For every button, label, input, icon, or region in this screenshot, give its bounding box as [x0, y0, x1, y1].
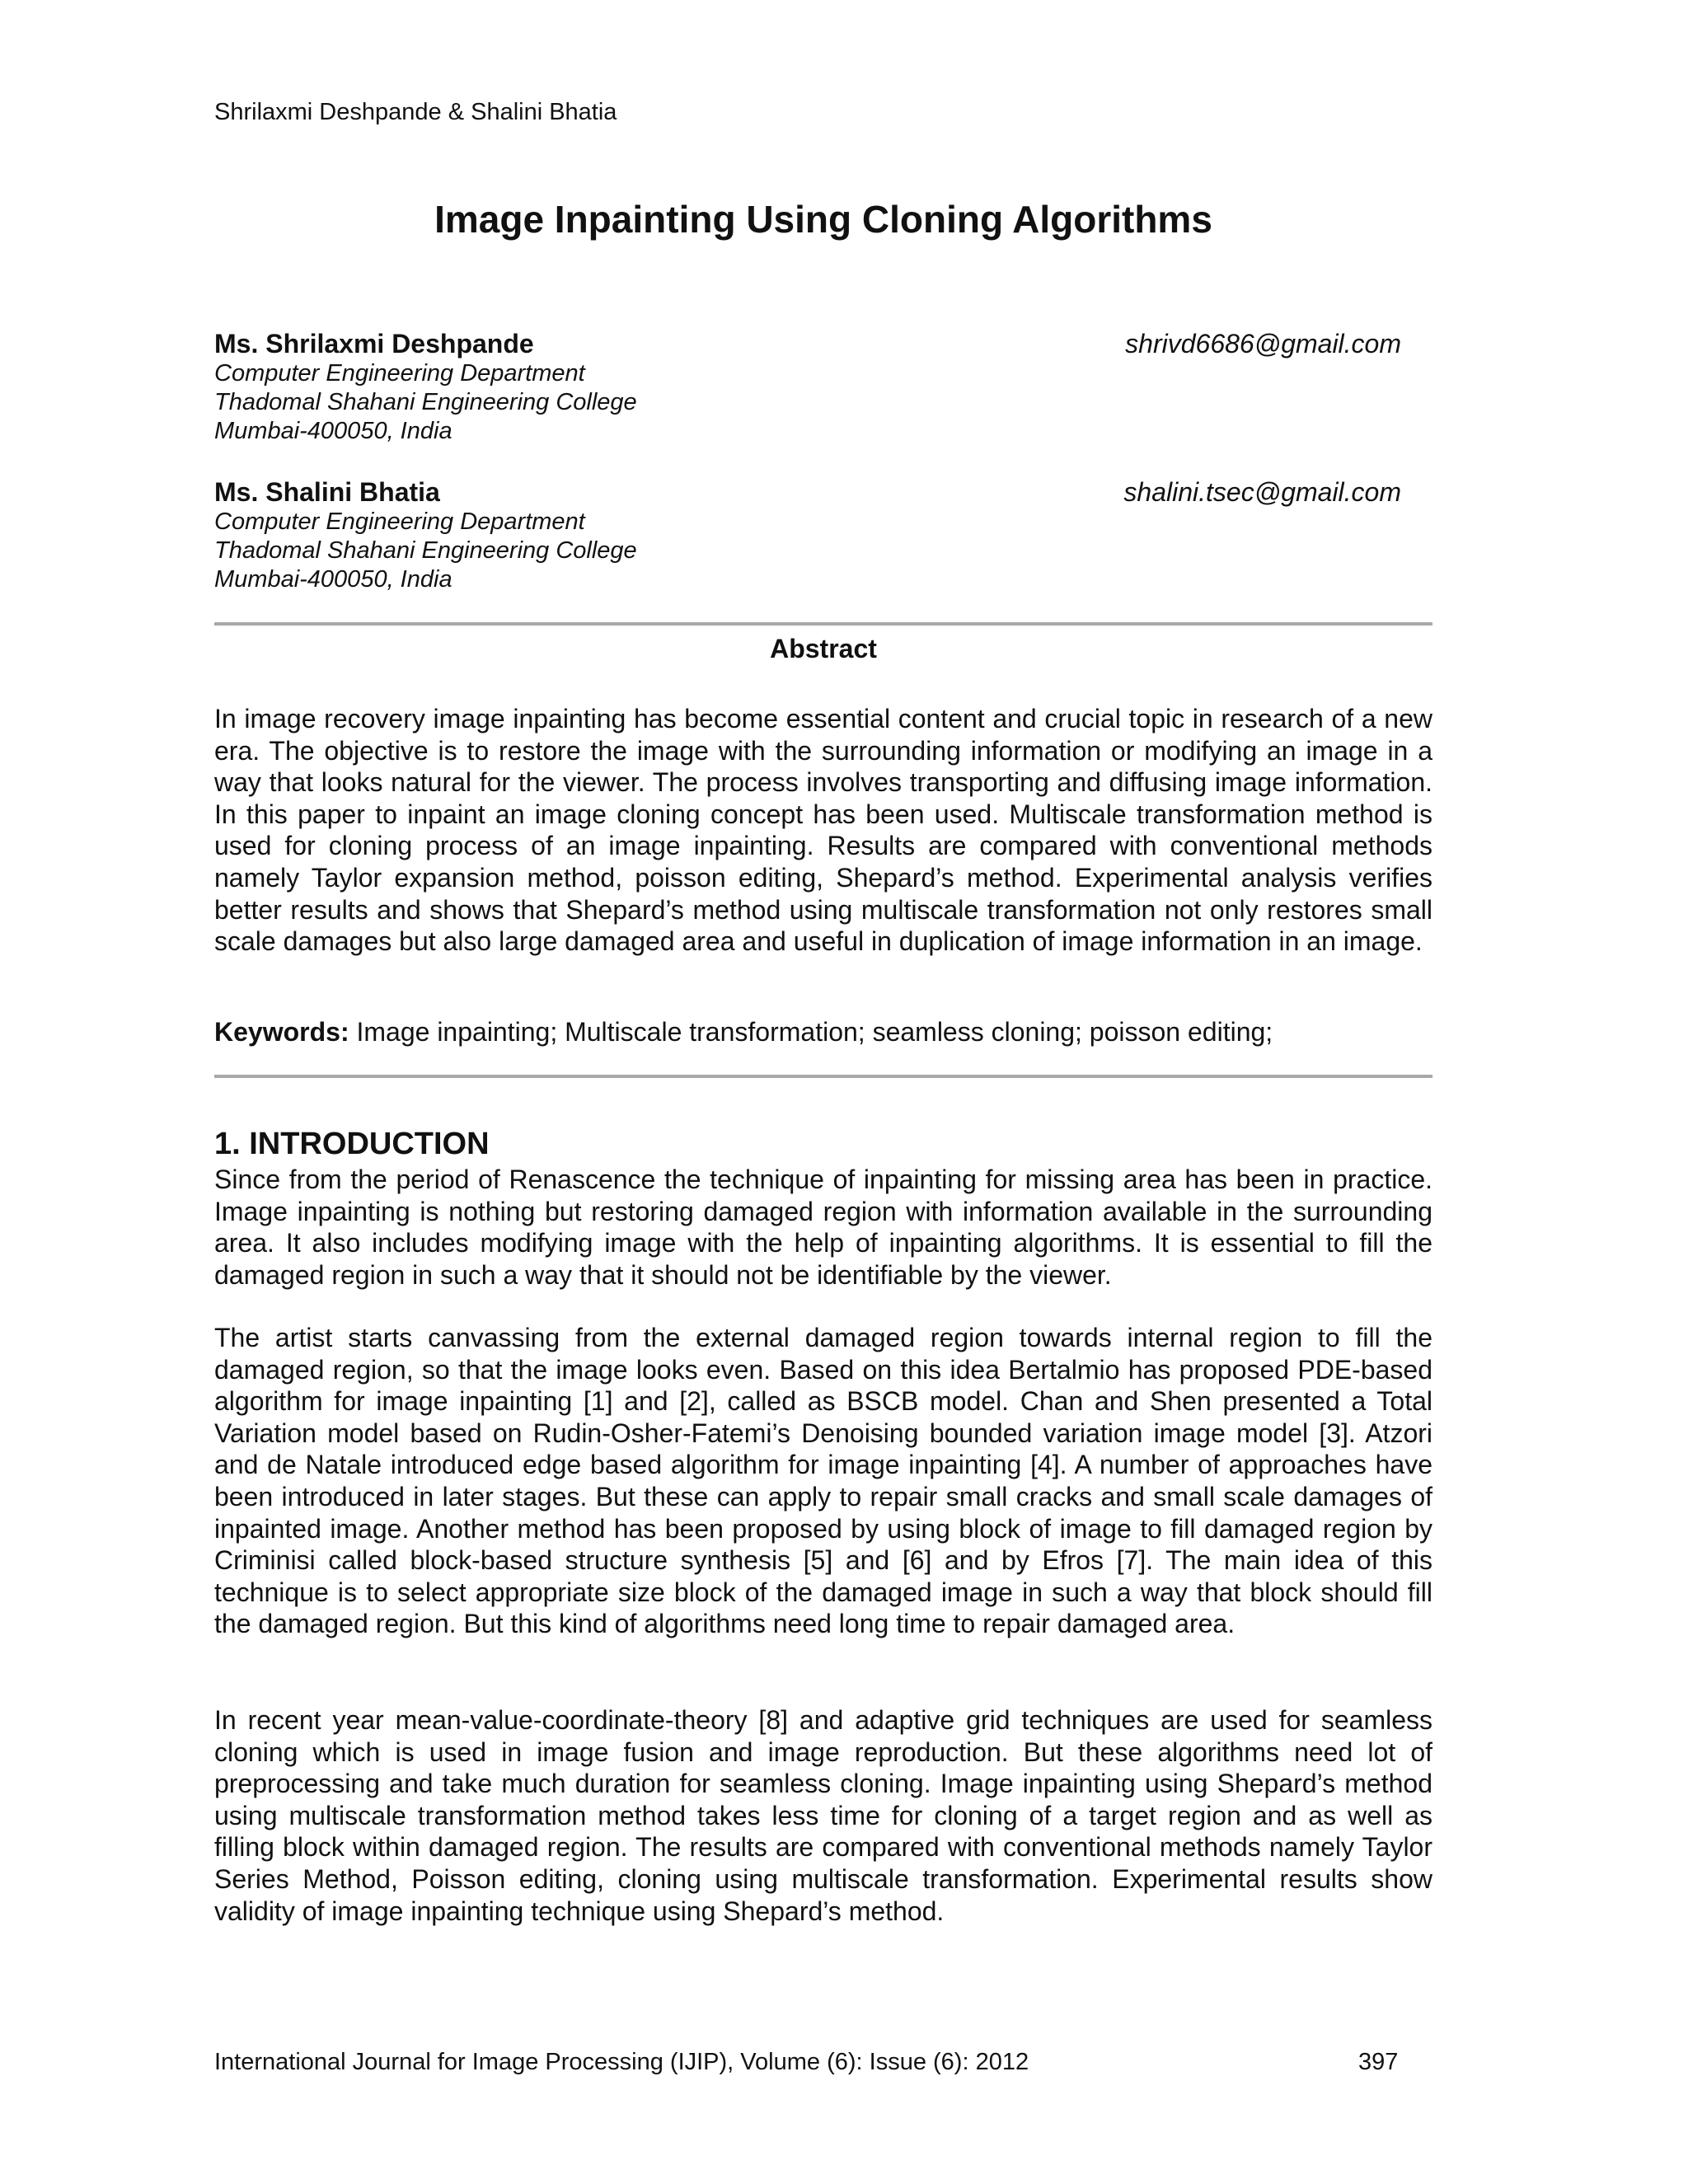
intro-paragraph-1: Since from the period of Renascence the technique of inpainting for missing area has been in practice. Image inpainting is nothing but restoring damaged region with information available in the surrounding area. It also includes modifying image with the help of inpainting algorithms. It is essential to fill the damaged region in such a way that it should not be identifiable by the viewer.	[214, 1165, 1432, 1290]
abstract-top-divider	[214, 622, 1432, 626]
author-block-2	[214, 476, 1401, 594]
intro-paragraph-3: In recent year mean-value-coordinate-theory [8] and adaptive grid techniques are used for seamless cloning which is used in image fusion and image reproduction. But these algorithms need lot of preprocessing and take much duration for seamless cloning. Image inpainting using Shepard’s method using multiscale transformation method takes less time for cloning of a target region and as well as filling block within damaged region. The results are compared with conventional methods namely Taylor Series Method, Poisson editing, cloning using multiscale transformation. Experimental results show validity of image inpainting technique using Shepard’s method.	[214, 1705, 1432, 1926]
author-email: shalini.tsec@gmail.com	[1123, 477, 1401, 507]
keywords-text: Image inpainting; Multiscale transformation; seamless cloning; poisson editing;	[356, 1017, 1273, 1047]
author-name: Ms. Shrilaxmi Deshpande	[214, 329, 534, 359]
author-address: Mumbai-400050, India	[214, 418, 452, 444]
author-address: Mumbai-400050, India	[214, 566, 452, 593]
author-college: Thadomal Shahani Engineering College	[214, 389, 637, 415]
author-email: shrivd6686@gmail.com	[1125, 329, 1401, 359]
intro-paragraph-2: The artist starts canvassing from the external damaged region towards internal region to fill the damaged region, so that the image looks even. Based on this idea Bertalmio has proposed PDE-based algorithm for image inpainting [1] and [2], called as BSCB model. Chan and Shen presented a Total Variation model based on Rudin-Osher-Fatemi’s Denoising bounded variation image model [3]. Atzori and de Natale introduced edge based algorithm for image inpainting [4]. A number of approaches have been introduced in later stages. But these can apply to repair small cracks and small scale damages of inpainted image. Another method has been proposed by using block of image to fill damaged region by Criminisi called block-based structure synthesis [5] and [6] and by Efros [7]. The main idea of this technique is to select appropriate size block of the damaged image in such a way that block should fill the damaged region. But this kind of algorithms need long time to repair damaged area.	[214, 1323, 1432, 1639]
author-block-1	[214, 328, 1401, 446]
abstract-heading: Abstract	[770, 634, 877, 663]
page-number: 397	[1358, 2049, 1399, 2075]
author-department: Computer Engineering Department	[214, 360, 585, 387]
author-name: Ms. Shalini Bhatia	[214, 477, 440, 507]
running-header: Shrilaxmi Deshpande & Shalini Bhatia	[214, 99, 617, 125]
abstract-bottom-divider	[214, 1075, 1432, 1078]
section-heading-introduction: 1. INTRODUCTION	[214, 1127, 490, 1161]
keywords	[214, 1016, 1432, 1048]
paper-title: Image Inpainting Using Cloning Algorithms	[434, 198, 1212, 241]
keywords-label: Keywords:	[214, 1017, 349, 1047]
abstract-text: In image recovery image inpainting has become essential content and crucial topic in research of a new era. The objective is to restore the image with the surrounding information or modifying an image in a way that looks natural for the viewer. The process involves transporting and diffusing image information. In this paper to inpaint an image cloning concept has been used. Multiscale transformation method is used for cloning process of an image inpainting. Results are compared with conventional methods namely Taylor expansion method, poisson editing, Shepard’s method. Experimental analysis verifies better results and shows that Shepard’s method using multiscale transformation not only restores small scale damages but also large damaged area and useful in duplication of image information in an image.	[214, 704, 1432, 957]
author-department: Computer Engineering Department	[214, 509, 585, 535]
footer-journal: International Journal for Image Processing (IJIP), Volume (6): Issue (6): 2012	[214, 2049, 1029, 2075]
author-college: Thadomal Shahani Engineering College	[214, 537, 637, 564]
